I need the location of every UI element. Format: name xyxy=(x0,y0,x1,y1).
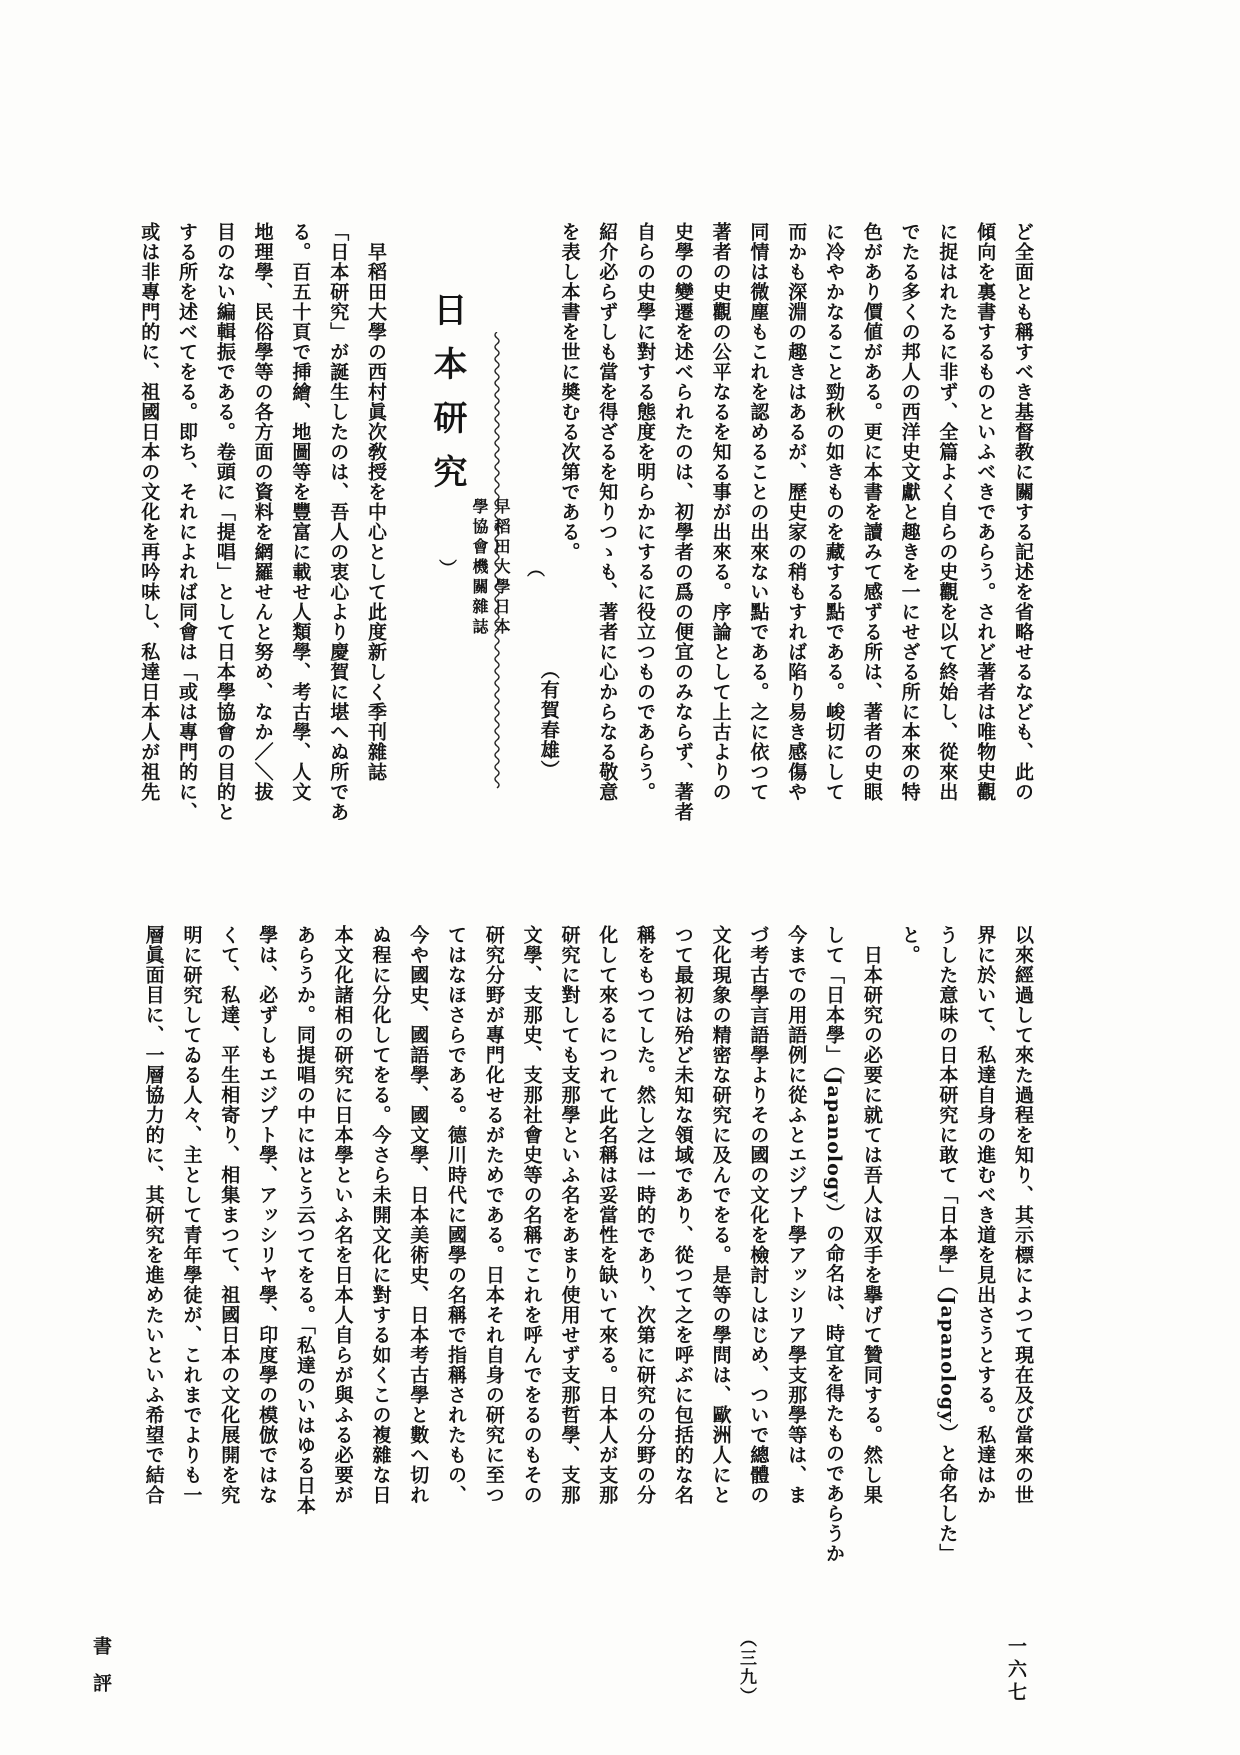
review-subtitle xyxy=(424,498,556,638)
text-column: でたる多くの邦人の西洋史文獻と趣きを一にせざる所に本來の特 xyxy=(898,222,921,802)
text-column: を表し本書を世に奬むる次第である。 xyxy=(558,222,581,562)
text-column: 早稻田大學の西村眞次敎授を中心として此度新しく季刊雜誌 xyxy=(365,222,387,782)
text-column: てはなほさらである。德川時代に國學の名稱で指稱されたもの、 xyxy=(445,925,468,1505)
text-column: 文化現象の精密な研究に及んでをる。是等の學問は、歐洲人にと xyxy=(709,925,732,1505)
text-column: 目のない編輯振である。卷頭に「提唱」として日本學協會の目的と xyxy=(213,222,236,822)
text-column: して「日本學」（Japanology）の命名は、時宜を得たものであらうか xyxy=(823,925,846,1564)
footer-section-label: 書評 xyxy=(90,1636,112,1710)
close-paren: ︶ xyxy=(436,559,457,577)
text-column: 「日本研究」が誕生したのは、吾人の衷心より慶賀に堪へぬ所であ xyxy=(327,222,350,822)
text-column: 明に研究してゐる人々、主として青年學徒が、これまでよりも一 xyxy=(180,925,203,1505)
text-column: に捉はれたるに非ず、全篇よく自らの史觀を以て終始し、從來出 xyxy=(936,222,959,802)
review-author: （有賀春雄） xyxy=(537,660,560,780)
review-body-start xyxy=(129,222,394,822)
text-column: 層眞面目に、一層協力的に、其研究を進めたいといふ希望で結合 xyxy=(142,925,165,1505)
text-column: 稱をもつてした。然し之は一時的であり、次第に研究の分野の分 xyxy=(634,925,657,1505)
text-column: づ考古學言語學よりその國の文化を檢討しはじめ、ついで總體の xyxy=(747,925,770,1505)
text-column: 今や國史、國語學、國文學、日本美術史、日本考古學と數へ切れ xyxy=(407,925,430,1505)
text-column: 著者の史觀の公平なるを知る事が出來る。序論として上古よりの xyxy=(709,222,732,802)
text-column: 地理學、民俗學等の各方面の資料を網羅せんと努め、なか／＼拔 xyxy=(251,222,274,802)
text-column: 或は非專門的に、祖國日本の文化を再吟味し、私達日本人が祖先 xyxy=(138,222,161,802)
text-column: 史學の變遷を述べられたのは、初學者の爲の便宜のみならず、著者 xyxy=(671,222,694,822)
footer-kanji-page-number: （三九） xyxy=(736,1630,756,1706)
text-column: 文學、支那史、支那社會史等の名稱でこれを呼んでをるのもその xyxy=(520,925,543,1505)
text-column: 今までの用語例に從ふとエジプト學アッシリア學支那學等は、ま xyxy=(785,925,808,1505)
text-column: 研究に對しても支那學といふ名をあまり使用せず支那哲學、支那 xyxy=(558,925,581,1505)
text-column: 傾向を裏書するものといふべきであらう。されど著者は唯物史觀 xyxy=(974,222,997,802)
text-column: ど全面とも稱すべき基督教に關する記述を省略せるなども、此の xyxy=(1012,222,1034,802)
previous-review-continuation xyxy=(550,222,1041,822)
text-column: 紹介必らずしも當を得ざるを知りつゝも、著者に心からなる敬意 xyxy=(596,222,619,802)
text-column: 以來經過して來た過程を知り、其示標によつて現在及び當來の世 xyxy=(1012,925,1034,1505)
text-column: 研究分野が專門化せるがためである。日本それ自身の研究に至つ xyxy=(482,925,505,1505)
text-column: 界に於いて、私達自身の進むべき道を見出さうとする。私達はか xyxy=(974,925,997,1505)
text-column: と。 xyxy=(898,925,921,965)
review-body-continuation xyxy=(134,925,1041,1563)
text-column: 而かも深淵の趣きはあるが、歷史家の稍もすれば陷り易き感傷や xyxy=(785,222,808,802)
text-column: る。百五十頁で挿繪、地圖等を豐富に載せ人類學、考古學、人文 xyxy=(289,222,312,802)
text-column: あらうか。同提唱の中にはとう云つてをる。「私達のいはゆる日本 xyxy=(293,925,316,1516)
text-column: 學は、必ずしもエジプト學、アッシリヤ學、印度學の模倣ではな xyxy=(256,925,279,1505)
subtitle-line: 學協會機關雜誌 xyxy=(470,498,489,638)
subtitle-line: 早稻田大學日本 xyxy=(492,498,511,638)
review-title: 日本研究 xyxy=(427,292,467,508)
footer-page-number: 一六七 xyxy=(1005,1636,1027,1705)
text-column: くて、私達、平生相寄り、相集まつて、祖國日本の文化展開を究 xyxy=(218,925,241,1505)
text-column: 自らの史學に對する態度を明らかにするに役立つものであらう。 xyxy=(634,222,657,802)
text-column: 日本研究の必要に就ては吾人は双手を擧げて贊同する。然し果 xyxy=(860,925,883,1505)
text-column: に冷やかなること勁秋の如きものを藏する點である。峻切にして xyxy=(823,222,846,802)
text-column: うした意味の日本研究に敢て「日本學」（Japanology）と命名した」 xyxy=(936,925,959,1564)
text-column: つて最初は殆ど未知な領域であり、從つて之を呼ぶに包括的な名 xyxy=(671,925,694,1505)
text-column: 化して來るにつれて此名稱は妥當性を缺いて來る。日本人が支那 xyxy=(596,925,619,1505)
open-paren: ︵ xyxy=(524,559,545,577)
text-column: する所を述べてをる。即ち、それによれば同會は「或は專門的に、 xyxy=(176,222,199,822)
text-column: ぬ程に分化してをる。今さら未開文化に對する如くこの複雜な日 xyxy=(369,925,392,1505)
text-column: 色があり價値がある。更に本書を讀みて感ずる所は、著者の史眼 xyxy=(860,222,883,802)
text-column: 本文化諸相の研究に日本學といふ名を日本人自らが與ふる必要が xyxy=(331,925,354,1505)
text-column: 同情は微塵もこれを認めることの出來ない點である。之に依つて xyxy=(747,222,770,802)
